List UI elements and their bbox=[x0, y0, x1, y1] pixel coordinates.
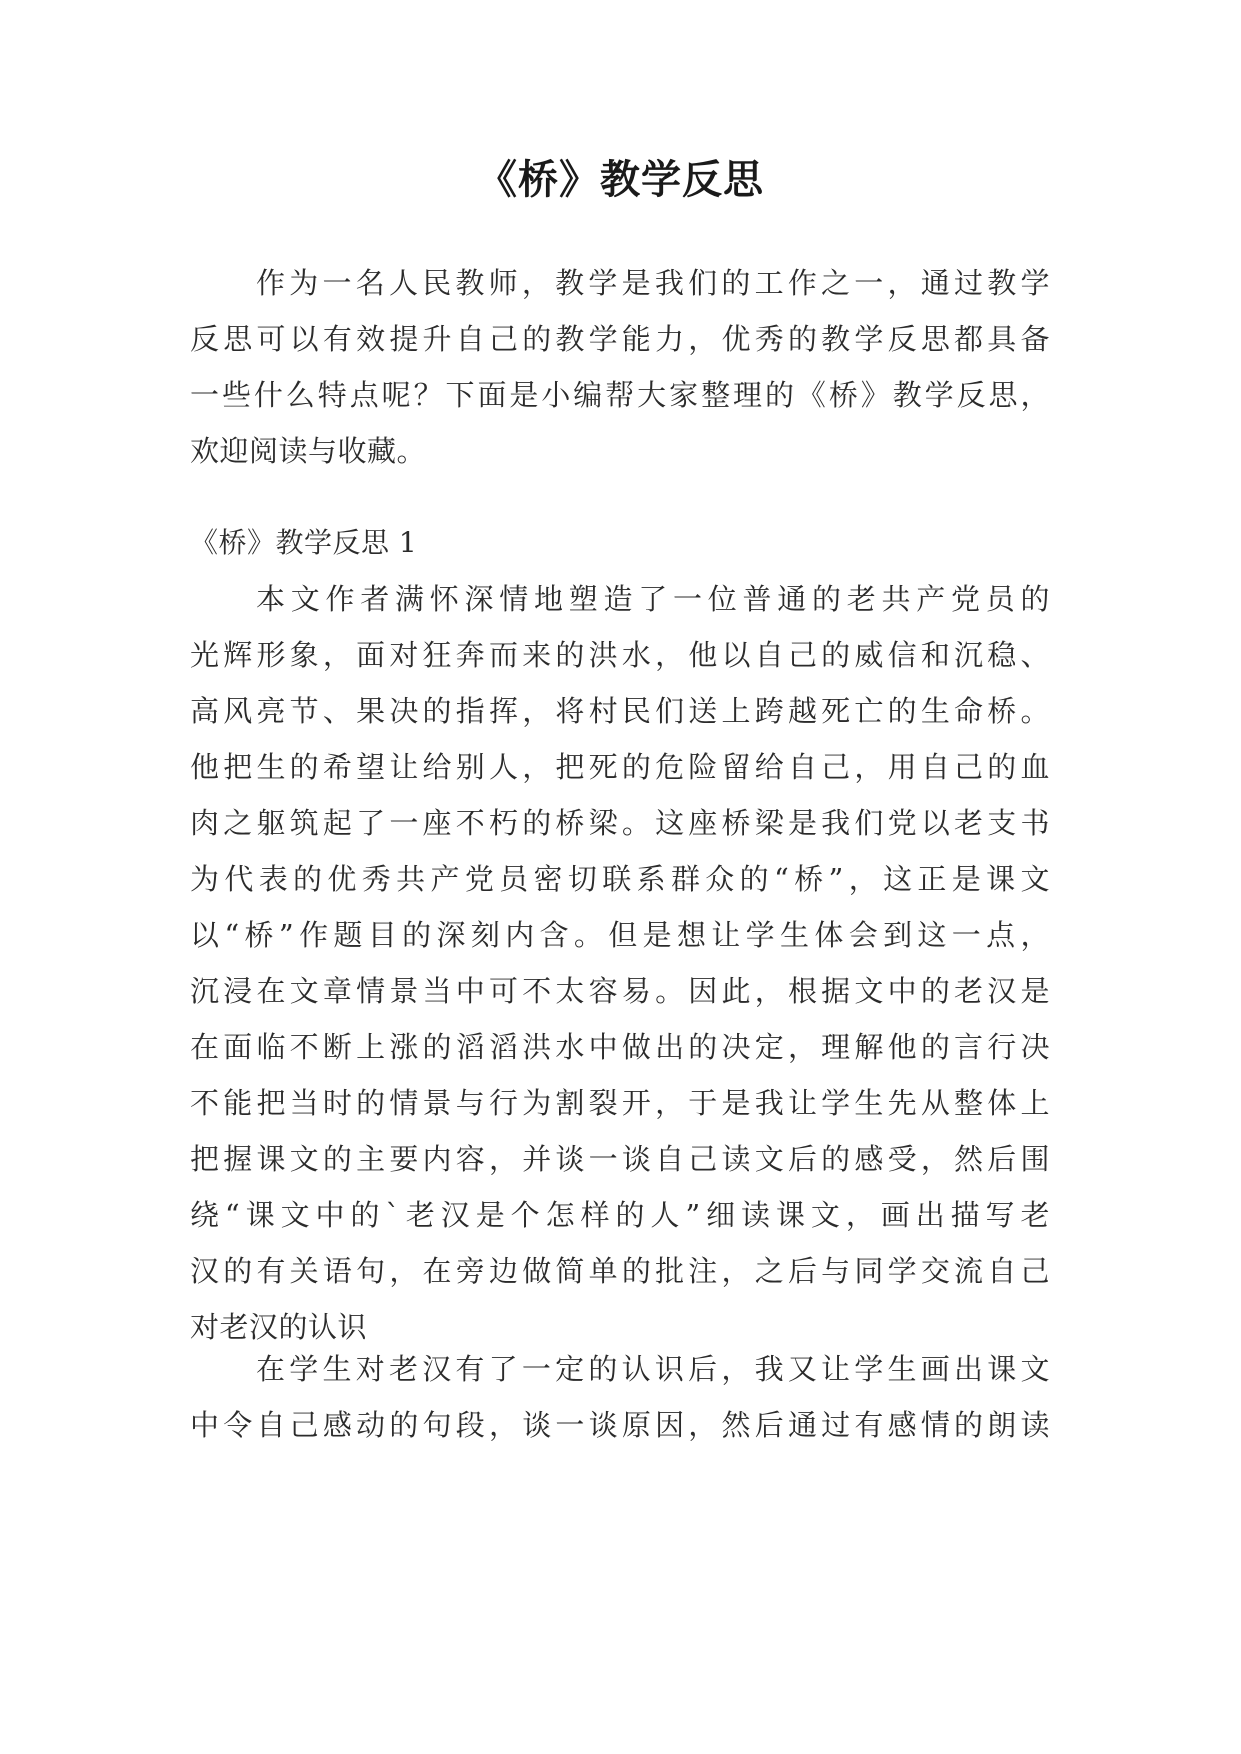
paragraph-line: 不能把当时的情景与行为割裂开，于是我让学生先从整体上 bbox=[190, 1086, 1050, 1120]
section-heading: 《桥》教学反思 1 bbox=[190, 526, 418, 559]
paragraph-line: 汉的有关语句，在旁边做简单的批注，之后与同学交流自己 bbox=[190, 1254, 1050, 1288]
paragraph-line: 他把生的希望让给别人，把死的危险留给自己，用自己的血 bbox=[190, 750, 1050, 784]
paragraph-line: 把握课文的主要内容，并谈一谈自己读文后的感受，然后围 bbox=[190, 1142, 1050, 1176]
paragraph-line: 在面临不断上涨的滔滔洪水中做出的决定，理解他的言行决 bbox=[190, 1030, 1050, 1064]
intro-line: 一些什么特点呢？下面是小编帮大家整理的《桥》教学反思， bbox=[190, 378, 1050, 412]
paragraph-line: 以“桥”作题目的深刻内含。但是想让学生体会到这一点， bbox=[190, 918, 1050, 952]
intro-line: 反思可以有效提升自己的教学能力，优秀的教学反思都具备 bbox=[190, 322, 1050, 356]
paragraph-line: 沉浸在文章情景当中可不太容易。因此，根据文中的老汉是 bbox=[190, 974, 1050, 1008]
intro-line: 作为一名人民教师，教学是我们的工作之一，通过教学 bbox=[256, 266, 1050, 300]
intro-line: 欢迎阅读与收藏。 bbox=[190, 434, 427, 468]
paragraph-line: 绕“课文中的`老汉是个怎样的人”细读课文，画出描写老 bbox=[190, 1198, 1050, 1232]
paragraph-line: 高风亮节、果决的指挥，将村民们送上跨越死亡的生命桥。 bbox=[190, 694, 1050, 728]
paragraph-line: 中令自己感动的句段，谈一谈原因，然后通过有感情的朗读 bbox=[190, 1408, 1050, 1442]
paragraph-line: 在学生对老汉有了一定的认识后，我又让学生画出课文 bbox=[256, 1352, 1050, 1386]
paragraph-line: 肉之躯筑起了一座不朽的桥梁。这座桥梁是我们党以老支书 bbox=[190, 806, 1050, 840]
paragraph-line: 光辉形象，面对狂奔而来的洪水，他以自己的威信和沉稳、 bbox=[190, 638, 1050, 672]
paragraph-line: 对老汉的认识 bbox=[190, 1310, 368, 1344]
paragraph-line: 本文作者满怀深情地塑造了一位普通的老共产党员的 bbox=[256, 582, 1050, 616]
document-title: 《桥》教学反思 bbox=[477, 157, 764, 203]
paragraph-line: 为代表的优秀共产党员密切联系群众的“桥”，这正是课文 bbox=[190, 862, 1050, 896]
